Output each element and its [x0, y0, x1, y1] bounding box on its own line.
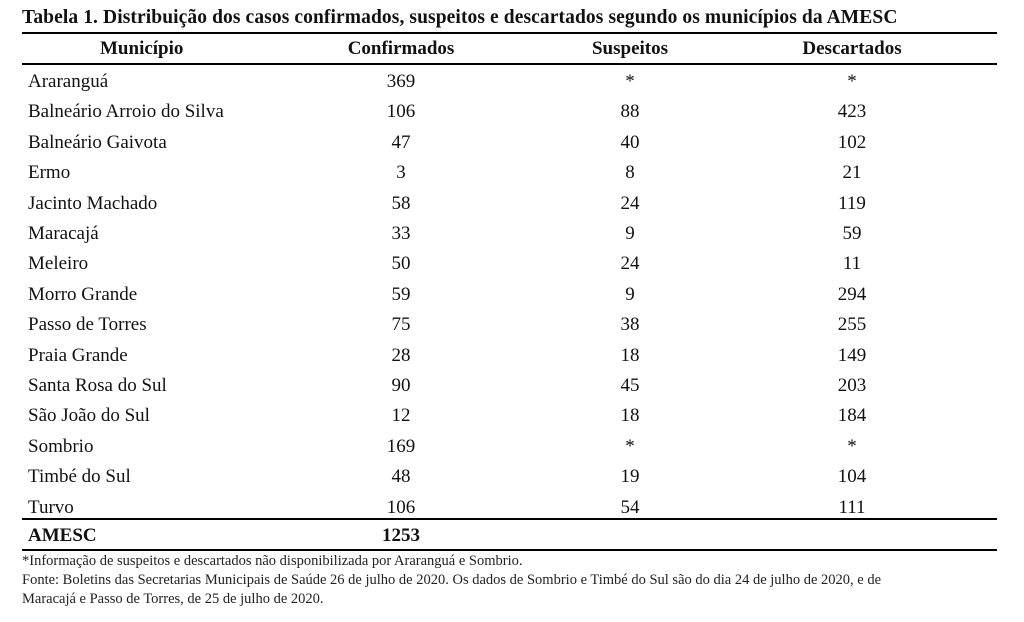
total-row	[0, 522, 1024, 550]
bottom-rule	[22, 549, 997, 551]
header-confirmados: Confirmados	[347, 38, 455, 59]
cell-confirmados: 75	[391, 314, 411, 336]
cell-municipio: Balneário Arroio do Silva	[28, 101, 224, 123]
cell-suspeitos: 19	[620, 466, 640, 488]
footnote-asterisk: *Informação de suspeitos e descartados não disponibilizada por Araranguá e Sombrio.	[22, 553, 523, 569]
cell-confirmados: 3	[396, 162, 406, 184]
cell-confirmados: 90	[391, 375, 411, 396]
cell-municipio: São João do Sul	[28, 405, 150, 427]
table-header	[0, 35, 1024, 63]
footnote-source: Fonte: Boletins das Secretarias Municipais de Saúde 26 de julho de 2020. Os dados de Sombrio e Timbé do Sul são do dia 24 de julho de 2020, e de	[22, 572, 882, 588]
cell-confirmados: 59	[391, 283, 411, 305]
table-row	[0, 311, 1024, 339]
cell-municipio: Ermo	[28, 162, 71, 184]
header-municipio: Município	[100, 38, 184, 59]
cell-descartados: 111	[838, 496, 866, 518]
table-row	[0, 98, 1024, 126]
cell-suspeitos: 9	[625, 223, 635, 244]
cell-confirmados: 47	[391, 131, 411, 153]
cell-municipio: Praia Grande	[28, 344, 128, 366]
cell-descartados: 102	[837, 131, 867, 153]
cell-suspeitos: 8	[625, 162, 635, 184]
cell-suspeitos: 18	[620, 405, 640, 427]
cell-confirmados: 58	[391, 192, 411, 214]
table-row	[0, 342, 1024, 370]
table-row	[0, 281, 1024, 309]
table-row	[0, 68, 1024, 96]
cell-municipio: Passo de Torres	[28, 314, 147, 336]
cell-suspeitos: *	[625, 435, 635, 457]
total-top-rule	[22, 518, 997, 520]
cell-suspeitos: 88	[620, 101, 640, 123]
cell-municipio: Sombrio	[28, 435, 94, 457]
cell-confirmados: 106	[386, 101, 416, 123]
table-row	[0, 129, 1024, 157]
cell-municipio: Araranguá	[28, 71, 109, 92]
cell-municipio: Morro Grande	[28, 283, 138, 305]
cell-suspeitos: 40	[620, 131, 640, 153]
cell-municipio: Meleiro	[28, 253, 89, 275]
table-row	[0, 159, 1024, 187]
cell-descartados: 11	[842, 253, 862, 275]
cell-suspeitos: 18	[620, 344, 640, 366]
cell-confirmados: 106	[386, 496, 416, 518]
table-row	[0, 433, 1024, 461]
cell-suspeitos: *	[625, 71, 635, 92]
cell-confirmados: 369	[386, 71, 416, 92]
cell-confirmados: 48	[391, 466, 411, 488]
table-caption: Tabela 1. Distribuição dos casos confirmados, suspeitos e descartados segundo os municípios da AMESC	[22, 7, 898, 28]
cell-municipio: Balneário Gaivota	[28, 131, 167, 153]
cell-descartados: 149	[837, 344, 867, 366]
table-row	[0, 220, 1024, 248]
top-rule	[22, 32, 997, 34]
cell-descartados: 21	[842, 162, 862, 184]
cell-confirmados: 169	[386, 435, 416, 457]
cell-confirmados: 33	[391, 223, 411, 244]
total-confirmados: 1253	[382, 525, 420, 546]
cell-suspeitos: 24	[620, 253, 640, 275]
cell-descartados: 255	[837, 314, 867, 336]
cell-confirmados: 50	[391, 253, 411, 275]
table-row	[0, 190, 1024, 218]
cell-confirmados: 28	[391, 344, 411, 366]
header-rule	[22, 63, 997, 65]
cell-descartados: 203	[837, 375, 867, 396]
cell-municipio: Jacinto Machado	[28, 192, 158, 214]
table-row	[0, 402, 1024, 430]
total-label: AMESC	[28, 525, 97, 546]
cell-suspeitos: 24	[620, 192, 640, 214]
table-row	[0, 250, 1024, 278]
footnote-source-cont: Maracajá e Passo de Torres, de 25 de julho de 2020.	[22, 591, 324, 607]
header-descartados: Descartados	[802, 38, 902, 59]
cell-suspeitos: 54	[620, 496, 640, 518]
cell-descartados: 294	[837, 283, 867, 305]
cell-suspeitos: 38	[620, 314, 640, 336]
cell-municipio: Maracajá	[28, 223, 99, 244]
cell-descartados: 104	[837, 466, 867, 488]
cell-municipio: Timbé do Sul	[28, 466, 131, 488]
table-row	[0, 372, 1024, 400]
cell-municipio: Santa Rosa do Sul	[28, 375, 167, 396]
cell-descartados: *	[847, 435, 857, 457]
cell-descartados: 119	[838, 192, 866, 214]
header-suspeitos: Suspeitos	[591, 38, 669, 59]
table-row	[0, 463, 1024, 491]
cell-suspeitos: 45	[620, 375, 640, 396]
cell-descartados: 59	[842, 223, 862, 244]
cell-descartados: 423	[837, 101, 867, 123]
cell-suspeitos: 9	[625, 283, 635, 305]
cell-descartados: *	[847, 71, 857, 92]
cell-municipio: Turvo	[28, 496, 74, 518]
cell-confirmados: 12	[391, 405, 411, 427]
cell-descartados: 184	[837, 405, 867, 427]
